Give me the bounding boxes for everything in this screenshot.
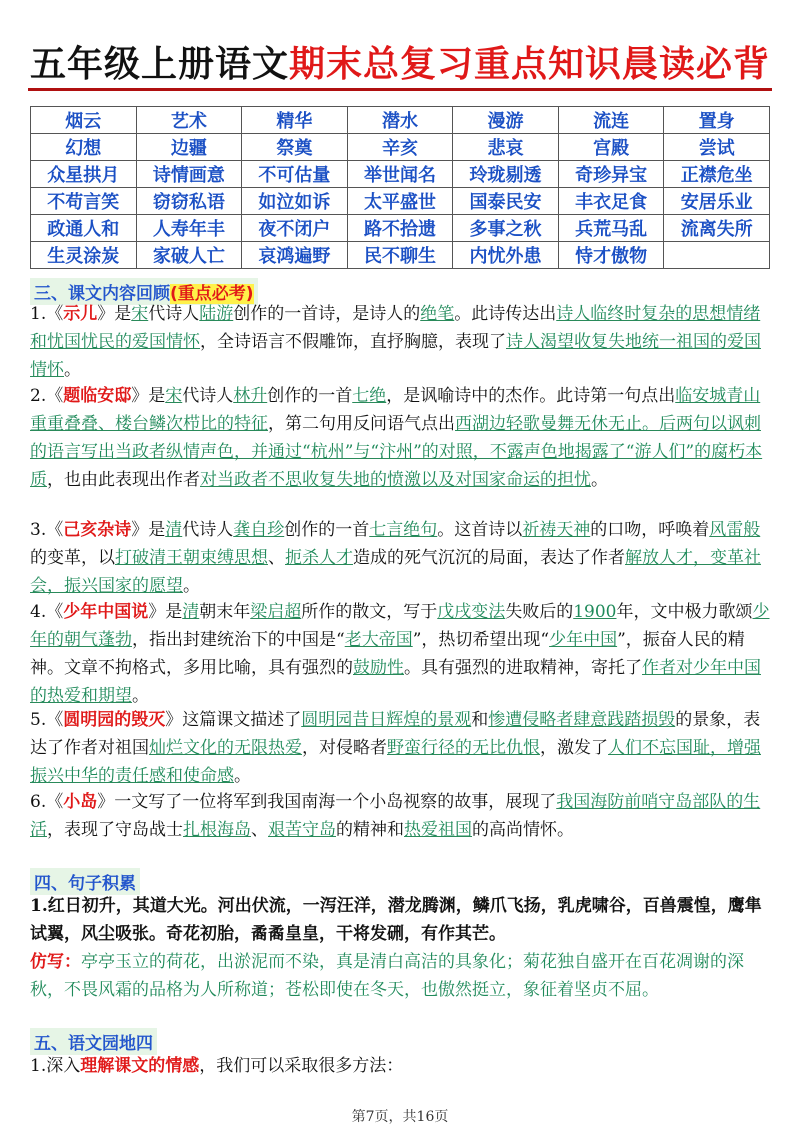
vocab-cell: 安居乐业 bbox=[664, 188, 770, 215]
paragraph-6: 6.《小岛》一文写了一位将军到我国南海一个小岛视察的故事，展现了我国海防前哨守岛部队的生活，表现了守岛战士扎根海岛、艰苦守岛的精神和热爱祖国的高尚情怀。 bbox=[30, 792, 761, 840]
vocab-cell: 生灵涂炭 bbox=[31, 242, 137, 269]
sentence-1: 1.红日初升，其道大光。河出伏流，一泻汪洋，潜龙腾渊，鳞爪飞扬，乳虎啸谷，百兽震惶，鹰隼试翼，风尘吸张。奇花初胎，矞矞皇皇，干将发硎，有作其芒。 bbox=[30, 896, 762, 944]
paragraph-2: 2.《题临安邸》是宋代诗人林升创作的一首七绝，是讽喻诗中的杰作。此诗第一句点出临安城青山重重叠叠、楼台鳞次栉比的特征，第二句用反问语气点出西湖边轻歌曼舞无休无止。后两句以讽刺的语言写出当政者纵情声色，并通过“杭州”与“汴州”的对照，不露声色地揭露了“游人们”的腐朽本质，也由此表现出作者对当政者不思收复失地的愤激以及对国家命运的担忧。 bbox=[30, 386, 763, 490]
vocab-cell: 尝试 bbox=[664, 134, 770, 161]
vocab-cell: 精华 bbox=[242, 107, 348, 134]
section-4-heading: 四、句子积累 bbox=[30, 868, 140, 895]
vocab-cell: 国泰民安 bbox=[453, 188, 559, 215]
vocab-cell: 烟云 bbox=[31, 107, 137, 134]
vocab-cell: 民不聊生 bbox=[347, 242, 453, 269]
paragraph-1: 1.《示儿》是宋代诗人陆游创作的一首诗，是诗人的绝笔。此诗传达出诗人临终时复杂的思想情绪和忧国忧民的爱国情怀，全诗语言不假雕饰，直抒胸臆，表现了诗人渴望收复失地统一祖国的爱国情怀。 bbox=[30, 304, 761, 380]
vocab-row bbox=[31, 107, 770, 134]
vocab-cell: 奇珍异宝 bbox=[558, 161, 664, 188]
yuwen-item-1: 1.深入理解课文的情感，我们可以采取很多方法： bbox=[30, 1056, 404, 1076]
vocab-cell: 丰衣足食 bbox=[558, 188, 664, 215]
paragraph-3: 3.《己亥杂诗》是清代诗人龚自珍创作的一首七言绝句。这首诗以祈祷天神的口吻，呼唤着风雷般的变革，以打破清王朝束缚思想、扼杀人才造成的死气沉沉的局面，表达了作者解放人才，变革社会，振兴国家的愿望。 bbox=[30, 520, 761, 596]
imitation-writing: 仿写：亭亭玉立的荷花，出淤泥而不染，真是清白高洁的具象化；菊花独自盛开在百花凋谢的深秋，不畏风霜的品格为人所称道；苍松即使在冬天，也傲然挺立，象征着坚贞不屈。 bbox=[30, 952, 744, 1000]
vocab-cell: 置身 bbox=[664, 107, 770, 134]
vocab-row bbox=[31, 188, 770, 215]
vocab-cell: 举世闻名 bbox=[347, 161, 453, 188]
paragraph-4: 4.《少年中国说》是清朝末年梁启超所作的散文，写于戊戌变法失败后的1900年，文中极力歌颂少年的朝气蓬勃，指出封建统治下的中国是“老大帝国”，热切希望出现“少年中国”，振奋人民的精神。文章不拘格式，多用比喻，具有强烈的鼓励性。具有强烈的进取精神，寄托了作者对少年中国的热爱和期望。 bbox=[30, 602, 770, 706]
vocab-cell: 家破人亡 bbox=[136, 242, 242, 269]
vocab-cell: 悲哀 bbox=[453, 134, 559, 161]
section-3-heading: 三、课文内容回顾(重点必考) bbox=[30, 278, 258, 305]
vocab-cell: 太平盛世 bbox=[347, 188, 453, 215]
vocab-cell: 流连 bbox=[558, 107, 664, 134]
vocab-cell: 众星拱月 bbox=[31, 161, 137, 188]
paragraph-5: 5.《圆明园的毁灭》这篇课文描述了圆明园昔日辉煌的景观和惨遭侵略者肆意践踏损毁的景象，表达了作者对祖国灿烂文化的无限热爱，对侵略者野蛮行径的无比仇恨，激发了人们不忘国耻，增强振兴中华的责任感和使命感。 bbox=[30, 710, 761, 786]
vocab-cell: 潜水 bbox=[347, 107, 453, 134]
vocab-cell bbox=[664, 242, 770, 269]
vocab-cell: 宫殿 bbox=[558, 134, 664, 161]
vocab-cell: 流离失所 bbox=[664, 215, 770, 242]
vocab-cell: 祭奠 bbox=[242, 134, 348, 161]
vocab-cell: 政通人和 bbox=[31, 215, 137, 242]
vocab-cell: 艺术 bbox=[136, 107, 242, 134]
vocab-cell: 如泣如诉 bbox=[242, 188, 348, 215]
vocab-row bbox=[31, 134, 770, 161]
vocab-cell: 恃才傲物 bbox=[558, 242, 664, 269]
vocab-cell: 正襟危坐 bbox=[664, 161, 770, 188]
section-5-heading: 五、语文园地四 bbox=[30, 1028, 157, 1055]
vocab-cell: 漫游 bbox=[453, 107, 559, 134]
vocab-cell: 幻想 bbox=[31, 134, 137, 161]
vocab-cell: 辛亥 bbox=[347, 134, 453, 161]
vocab-cell: 玲珑剔透 bbox=[453, 161, 559, 188]
vocab-row bbox=[31, 161, 770, 188]
vocab-cell: 人寿年丰 bbox=[136, 215, 242, 242]
vocab-cell: 内忧外患 bbox=[453, 242, 559, 269]
vocab-row bbox=[31, 215, 770, 242]
title-rule bbox=[28, 88, 772, 91]
vocab-cell: 兵荒马乱 bbox=[558, 215, 664, 242]
vocab-table bbox=[30, 106, 770, 269]
page-title: 五年级上册语文期末总复习重点知识晨读必背 bbox=[29, 44, 771, 85]
vocab-cell: 窃窃私语 bbox=[136, 188, 242, 215]
vocab-cell: 多事之秋 bbox=[453, 215, 559, 242]
vocab-row bbox=[31, 242, 770, 269]
vocab-cell: 不苟言笑 bbox=[31, 188, 137, 215]
vocab-cell: 诗情画意 bbox=[136, 161, 242, 188]
vocab-cell: 不可估量 bbox=[242, 161, 348, 188]
vocab-cell: 夜不闭户 bbox=[242, 215, 348, 242]
vocab-cell: 路不拾遗 bbox=[347, 215, 453, 242]
page-footer: 第7页，共16页 bbox=[351, 1109, 449, 1125]
vocab-cell: 边疆 bbox=[136, 134, 242, 161]
vocab-cell: 哀鸿遍野 bbox=[242, 242, 348, 269]
